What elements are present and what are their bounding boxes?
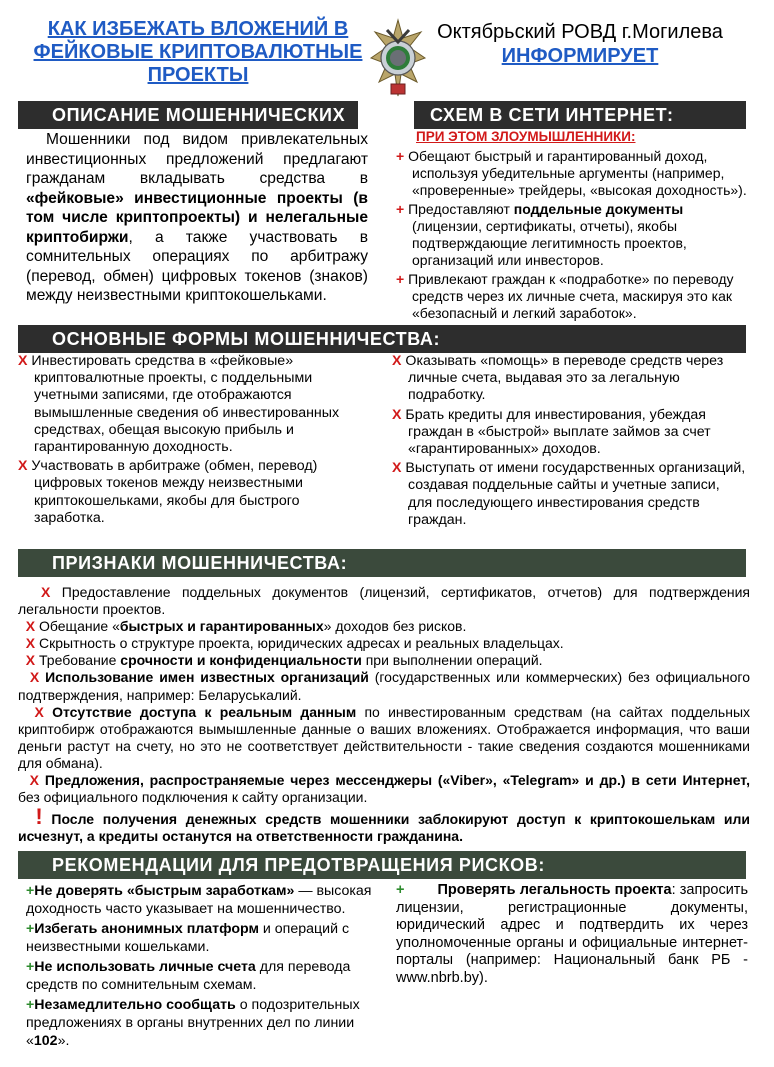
item-text: : запросить лицензии, регистрационные документы, юридический адрес и подтвердить их через уполномоченные органы и официальные интернет-порталы (например: Национальный банк РБ - www.nbrb.by). [396,882,749,986]
item-bold: Отсутствие доступа к реальным данным [52,703,357,720]
item-bold: Проверять легальность проекта [437,882,672,898]
x-icon: Х [25,635,36,652]
item-bold: Незамедлительно сообщать [34,997,236,1013]
x-icon: Х [392,460,402,477]
header-org [432,20,728,68]
warning [18,804,750,845]
item-bold: 102 [33,1033,58,1049]
list-item [26,996,372,1050]
intro-bold: «фейковые» инвестиционные проекты (в том числе криптопроекты) и нелегальные криптобиржи [26,189,368,246]
section-heading-signs: ПРИЗНАКИ МОШЕННИЧЕСТВА: [18,549,746,577]
list-item [396,882,748,987]
list-item [396,271,748,322]
fraudsters-heading: ПРИ ЭТОМ ЗЛОУМЫШЛЕННИКИ: [416,129,636,144]
item-text: ». [57,1033,70,1049]
x-icon: Х [29,772,39,789]
section-heading-recommendations: РЕКОМЕНДАЦИИ ДЛЯ ПРЕДОТВРАЩЕНИЯ РИСКОВ: [18,851,746,879]
list-item [18,704,750,772]
list-item [18,772,750,806]
item-bold: Не использовать личные счета [34,959,256,975]
item-text: Обещают быстрый и гарантированный доход, используя убедительные аргументы (например, «проверенные» трейдеры, «высокая доходность»). [408,148,747,198]
intro-text-2: , а также участвовать в сомнительных операциях по арбитражу (перевод, обмен) цифровых токенов (знаков) между неизвестными криптокошельками. [26,228,368,304]
item-text: Участвовать в арбитраже (обмен, перевод) цифровых токенов между неизвестными криптокошельками, якобы для быстрого заработка. [31,458,318,526]
section-heading-description-left: ОПИСАНИЕ МОШЕННИЧЕСКИХ [18,101,358,129]
list-item [26,920,372,956]
list-item [18,458,368,527]
title-line-2: ФЕЙКОВЫЕ КРИПТОВАЛЮТНЫЕ [33,41,363,63]
item-text: и операций с неизвестными кошельками. [26,921,350,955]
item-text: по инвестированным средствам (на сайтах поддельных криптобирж отображаются вымышленные данные о ваших вложениях. Отображается информация, что ваши деньги растут на счету, но это не соответствует действительности - такие сведения создаются мошенниками для обмана). [18,703,751,771]
item-text: Предоставляют [408,201,514,217]
plus-icon: + [396,882,405,898]
recommendations-right [396,882,748,987]
item-text: Оказывать «помощь» в переводе средств через личные счета, выдавая это за легальную подработку. [405,353,724,404]
forms-right-column [392,353,746,531]
signs-block [18,584,750,845]
plus-icon: + [26,959,35,975]
item-text: Выступать от имени государственных организаций, создавая поддельные сайты и учетные записи, для последующего инвестирования средств граждан. [405,460,746,528]
plus-icon: + [396,271,405,287]
item-text: при выполнении операций. [361,652,543,669]
x-icon: Х [40,584,51,600]
list-item [392,353,746,405]
item-bold: быстрых и гарантированных [119,618,324,635]
list-item [18,584,750,618]
fraudsters-block [396,128,748,324]
item-text: (государственных или коммерческих) без официального подтверждения, например: Беларуськалий. [18,669,750,703]
list-item [26,958,372,994]
exclamation-icon: ! [35,804,43,830]
forms-left-column [18,353,368,529]
item-text: о подозрительных предложениях в органы внутренних дел по линии « [26,997,360,1049]
item-text: Скрытность о структуре проекта, юридических адресах и реальных владельцах. [39,635,564,652]
list-item [396,148,748,199]
title-line-3: ПРОЕКТЫ [147,64,249,86]
list-item [26,882,372,918]
list-item [18,669,750,703]
item-text: Предоставление поддельных документов (лицензий, сертификатов, отчетов) для подтверждения легальности проектов. [18,584,751,618]
plus-icon: + [26,921,35,937]
warning-text: После получения денежных средств мошенники заблокируют доступ к криптокошелькам или исчезнут, а кредиты останутся на ответственности гражданина. [18,811,750,845]
item-text: » доходов без рисков. [323,618,467,635]
item-text: Инвестировать средства в «фейковые» криптовалютные проекты, с поддельными учетными записями, где отображаются вымышленные сведения об инвестированных средствах, обещая высокую прибыль и гарантированную доходность. [31,353,340,456]
item-bold: Предложения, распространяемые через мессенджеры («Viber», «Telegram» и др.) в сети Интернет, [44,772,750,789]
plus-icon: + [396,148,405,164]
x-icon: Х [18,353,28,369]
section-heading-description-right: СХЕМ В СЕТИ ИНТЕРНЕТ: [414,101,746,129]
plus-icon: + [26,883,35,899]
list-item [18,652,750,669]
description-paragraph [26,130,368,306]
item-text: Обещание « [39,618,120,635]
org-name: Октябрьский РОВД г.Могилева [437,21,723,43]
item-text: без официального подключения к сайту организации. [18,789,368,806]
item-bold: Не доверять «быстрым заработкам» [34,883,295,899]
plus-icon: + [396,201,405,217]
list-item [18,635,750,652]
x-icon: Х [25,652,36,669]
informs-label: ИНФОРМИРУЕТ [501,45,659,67]
x-icon: Х [34,703,44,720]
item-text: — высокая доходность часто указывает на мошенничество. [26,883,372,917]
item-bold: Избегать анонимных платформ [34,921,259,937]
item-bold: поддельные документы [513,201,684,217]
section-heading-forms: ОСНОВНЫЕ ФОРМЫ МОШЕННИЧЕСТВА: [18,325,746,353]
list-item [392,460,746,529]
item-bold: срочности и конфиденциальности [120,652,362,669]
item-text: Брать кредиты для инвестирования, убеждая граждан в «быстрой» выплате займов за счет «гарантированных» доходов. [405,406,711,458]
item-text: Требование [39,652,121,669]
x-icon: Х [29,669,40,686]
x-icon: Х [18,458,28,475]
list-item [18,618,750,635]
plus-icon: + [26,997,35,1013]
x-icon: Х [392,353,402,369]
title-line-1: КАК ИЗБЕЖАТЬ ВЛОЖЕНИЙ В [47,18,349,40]
list-item [392,407,746,459]
page-title [28,18,368,87]
list-item [18,353,368,456]
intro-text-1: Мошенники под видом привлекательных инвестиционных предложений предлагают гражданам вкладывать средства в [26,131,368,187]
item-text: (лицензии, сертификаты, отчеты), якобы подтверждающие легитимность проектов, организаций или инвесторов. [412,218,687,268]
x-icon: Х [392,406,402,423]
recommendations-left [26,882,372,1052]
list-item [396,201,748,269]
item-text: для перевода средств по сомнительным схемам. [26,959,351,993]
item-bold: Использование имен известных организаций [45,669,369,686]
x-icon: Х [25,618,36,635]
item-text: Привлекают граждан к «подработке» по переводу средств через их личные счета, маскируя это как «безопасный и легкий заработок». [408,271,734,321]
police-emblem-icon [369,18,427,100]
